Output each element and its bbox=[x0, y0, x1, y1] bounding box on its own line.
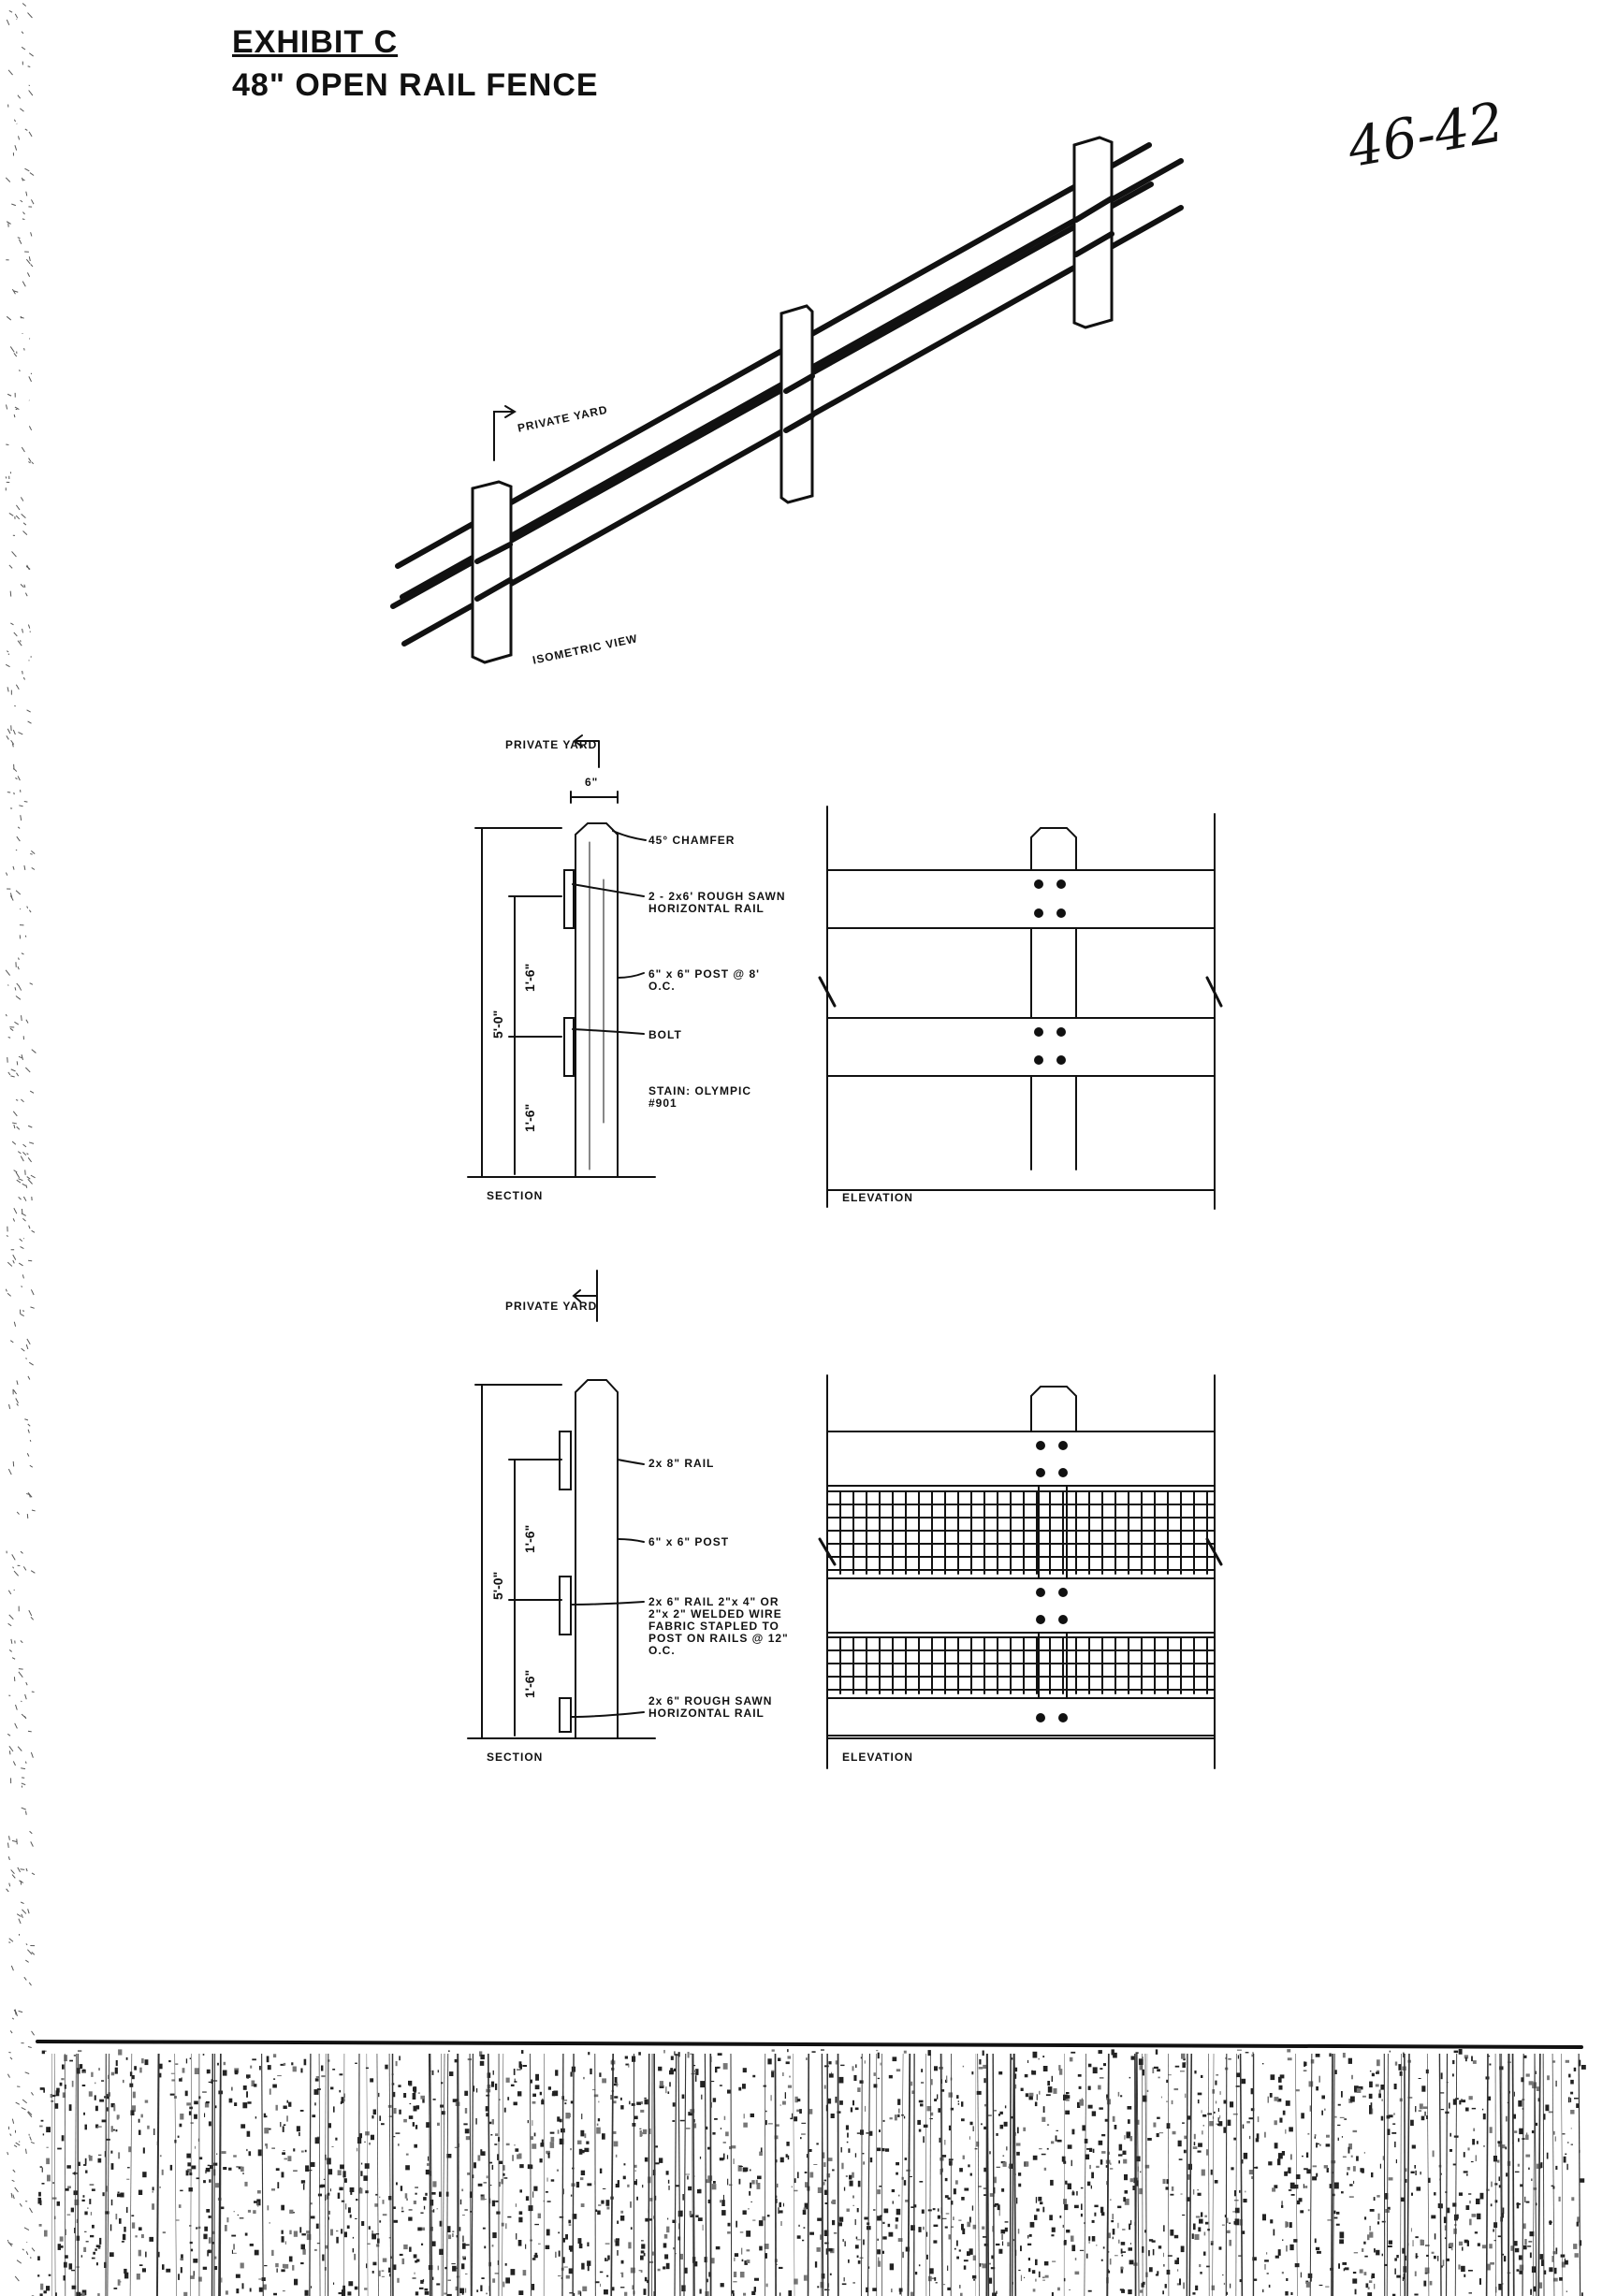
iso-private-yard-label: PRIVATE YARD bbox=[516, 402, 609, 435]
fence-b-elev-rail-2 bbox=[827, 1578, 1215, 1633]
fence-b-post-label: 6" x 6" POST bbox=[648, 1535, 730, 1548]
fence-a-section bbox=[468, 735, 655, 1177]
fence-b-base-height: 1'-6" bbox=[522, 1669, 537, 1698]
fence-b-wire-label: 2x 6" RAIL 2"x 4" OR 2"x 2" WELDED WIRE FABRIC STAPLED TO POST ON RAILS @ 12" O.C. bbox=[648, 1595, 789, 1657]
iso-yard-marker bbox=[494, 412, 513, 460]
fence-a-private-yard-label: PRIVATE YARD bbox=[505, 738, 598, 751]
fence-a-base-height: 1'-6" bbox=[522, 1103, 537, 1132]
fence-title: 48" OPEN RAIL FENCE bbox=[232, 67, 599, 103]
fence-b-rail-bottom-label: 2x 6" ROUGH SAWN HORIZONTAL RAIL bbox=[648, 1694, 773, 1720]
fence-a-bolt-label: BOLT bbox=[648, 1028, 682, 1041]
fence-a-elevation bbox=[820, 807, 1221, 1209]
iso-post-3 bbox=[1074, 138, 1112, 327]
fence-a-stain-label: STAIN: OLYMPIC #901 bbox=[648, 1084, 752, 1110]
fence-b-elevation-caption: ELEVATION bbox=[842, 1751, 913, 1764]
scan-noise-band bbox=[37, 2049, 1586, 2296]
fence-b-rail-3 bbox=[560, 1698, 571, 1732]
iso-post-1 bbox=[473, 482, 511, 662]
exhibit-title: EXHIBIT C bbox=[232, 24, 399, 60]
fence-a-rail-1 bbox=[564, 870, 574, 928]
fence-b-private-yard-label: PRIVATE YARD bbox=[505, 1300, 598, 1313]
handwritten-note: 46-42 bbox=[1343, 89, 1508, 181]
fence-a-section-caption: SECTION bbox=[487, 1189, 544, 1202]
fence-a-elev-rail-2 bbox=[827, 1018, 1215, 1076]
iso-post-2 bbox=[781, 306, 812, 502]
fence-b-elev-rail-3 bbox=[827, 1698, 1215, 1736]
fence-a-elev-rail-1 bbox=[827, 870, 1215, 928]
fence-b-rail-2 bbox=[560, 1577, 571, 1635]
fence-a-post-width: 6" bbox=[585, 776, 599, 789]
fence-a-rail-label: 2 - 2x6' ROUGH SAWN HORIZONTAL RAIL bbox=[648, 890, 786, 915]
scan-border bbox=[37, 2042, 1581, 2047]
fence-b-overall-height: 5'-0" bbox=[490, 1571, 505, 1600]
fence-b-elev-post bbox=[1031, 1387, 1076, 1431]
fence-b-rail-top-label: 2x 8" RAIL bbox=[648, 1457, 715, 1470]
fence-a-chamfer-label: 45° CHAMFER bbox=[648, 834, 736, 847]
fence-b-post bbox=[575, 1380, 618, 1738]
fence-b-section-caption: SECTION bbox=[487, 1751, 544, 1764]
iso-caption: ISOMETRIC VIEW bbox=[531, 632, 639, 667]
fence-a-post-label: 6" x 6" POST @ 8' O.C. bbox=[648, 967, 760, 993]
iso-posts bbox=[473, 138, 1112, 662]
fence-b-elev-rail-1 bbox=[827, 1431, 1215, 1486]
fence-b-section bbox=[468, 1271, 655, 1738]
fence-a-post bbox=[575, 823, 618, 1177]
fence-b-rail-spacing: 1'-6" bbox=[522, 1524, 537, 1553]
fence-b-yard-marker bbox=[574, 1271, 597, 1321]
fence-a-overall-height: 5'-0" bbox=[490, 1010, 505, 1039]
fence-a-elevation-caption: ELEVATION bbox=[842, 1191, 913, 1204]
fence-a-rail-spacing: 1'-6" bbox=[522, 963, 537, 992]
fence-a-rail-2 bbox=[564, 1018, 574, 1076]
